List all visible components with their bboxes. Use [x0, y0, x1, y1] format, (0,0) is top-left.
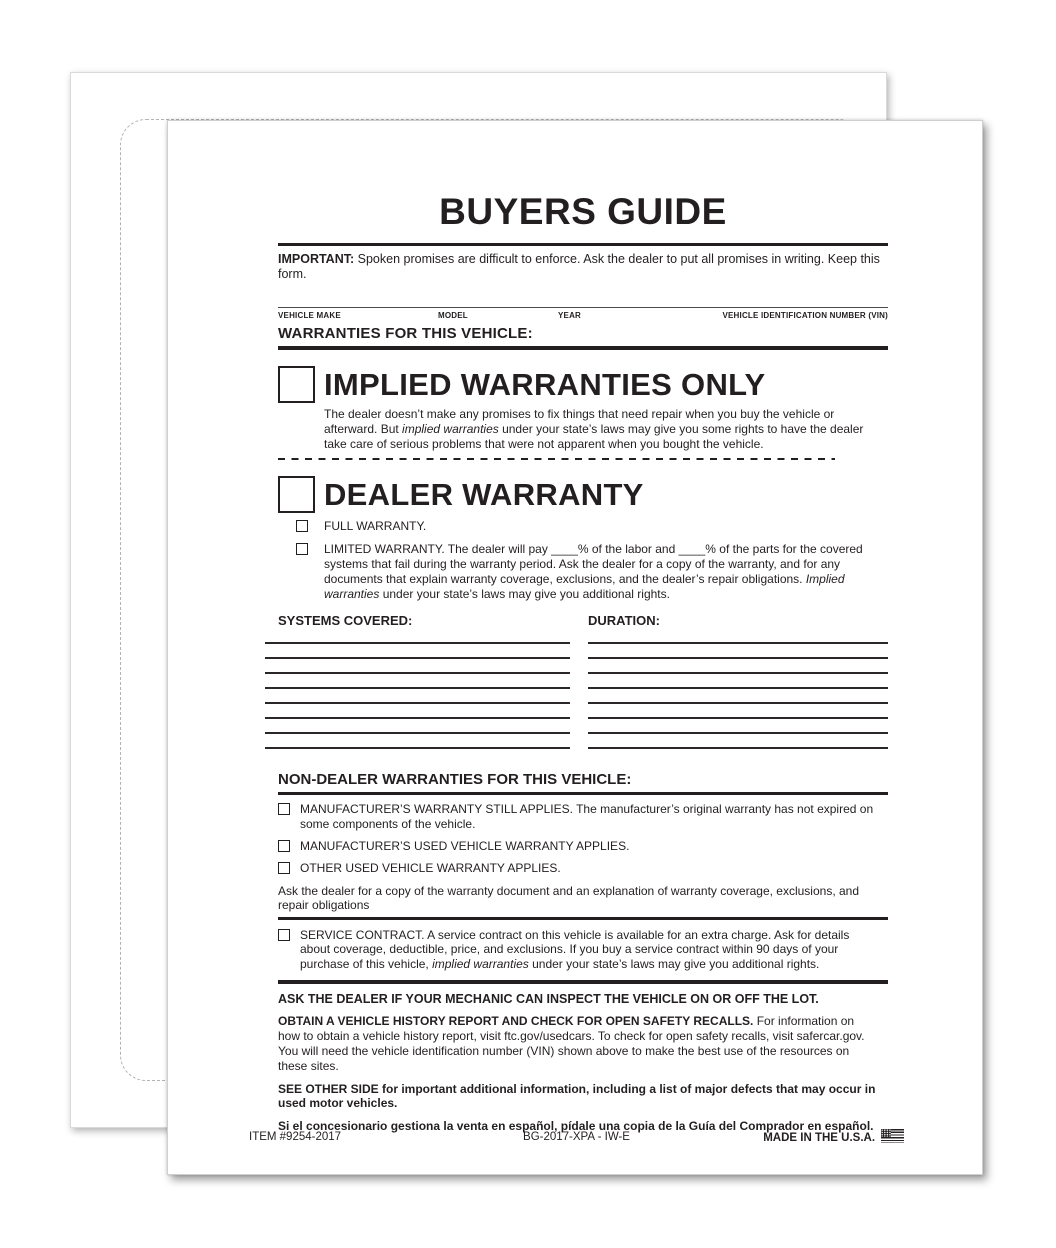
vin-label: VEHICLE IDENTIFICATION NUMBER (VIN): [722, 311, 888, 320]
manufacturer-warranty-checkbox[interactable]: [278, 803, 290, 815]
full-warranty-option: [296, 519, 888, 534]
limited-text: under your state’s laws may give you additional rights.: [379, 586, 670, 601]
full-warranty-label: FULL WARRANTY.: [324, 519, 427, 534]
service-text: SERVICE CONTRACT. A service contract on this vehicle is available for an extra charge. Ask for details about coverage, deductible, price, and exclusions. If you buy a service contract within 90 days of your purchase of this vehicle,: [300, 927, 850, 972]
blank-write-line[interactable]: [265, 702, 570, 704]
blank-write-line[interactable]: [265, 657, 570, 659]
service-text-italic: implied warranties: [432, 957, 529, 972]
implied-warranties-row: [278, 366, 888, 403]
other-used-warranty-label: OTHER USED VEHICLE WARRANTY APPLIES.: [300, 860, 561, 875]
implied-body-italic: implied warranties: [402, 421, 499, 436]
divider: [278, 980, 888, 984]
service-contract-checkbox[interactable]: [278, 929, 290, 941]
duration-lines: [588, 642, 888, 749]
manufacturer-used-warranty-label: MANUFACTURER’S USED VEHICLE WARRANTY APPLIES.: [300, 838, 630, 853]
dealer-warranty-checkbox[interactable]: [278, 476, 315, 513]
buyers-guide-form: [167, 120, 983, 1175]
blank-write-line[interactable]: [265, 672, 570, 674]
important-notice: [278, 252, 888, 282]
us-flag-icon: [881, 1129, 904, 1143]
limited-warranty-option: [296, 542, 888, 601]
blank-write-line[interactable]: [588, 717, 888, 719]
systems-covered-lines: [265, 642, 570, 749]
blank-write-line[interactable]: [588, 732, 888, 734]
manufacturer-used-warranty-checkbox[interactable]: [278, 840, 290, 852]
other-used-warranty-checkbox[interactable]: [278, 862, 290, 874]
year-label: YEAR: [558, 311, 582, 320]
systems-covered-column: [265, 613, 570, 749]
manufacturer-warranty-option: [278, 802, 888, 832]
duration-label: DURATION:: [587, 613, 660, 629]
divider: [278, 243, 888, 246]
full-warranty-checkbox[interactable]: [296, 520, 308, 532]
see-other-side-notice: SEE OTHER SIDE for important additional information, including a list of major defects that may occur in used motor vehicles.: [278, 1081, 876, 1111]
form-footer: [249, 1129, 904, 1144]
history-report-text: For information on how to obtain a vehicle history report, visit ftc.gov/usedcars. To check for open safety recalls, visit safercar.gov. You will need the vehicle identification number (VIN) shown above to make the best use of the resources on these sites.: [278, 1014, 865, 1073]
important-text: Spoken promises are difficult to enforce. Ask the dealer to put all promises in writing. Keep this form.: [278, 252, 880, 281]
divider: [278, 792, 888, 796]
limited-text-italic: Implied warranties: [324, 571, 845, 601]
important-label: IMPORTANT:: [278, 252, 355, 266]
implied-warranties-checkbox[interactable]: [278, 366, 315, 403]
made-in-usa-label: MADE IN THE U.S.A.: [763, 1132, 876, 1144]
model-label: MODEL: [438, 311, 468, 320]
ask-copy-text: Ask the dealer for a copy of the warranty document and an explanation of warranty coverage, exclusions, and repair obligations: [278, 883, 860, 913]
form-code: BG-2017-XPA - IW-E: [523, 1130, 630, 1143]
vehicle-make-label: VEHICLE MAKE: [278, 311, 341, 320]
implied-body-text: under your state’s laws may give you some rights to have the dealer take care of serious problems that were not apparent when you bought the vehicle.: [324, 421, 864, 451]
limited-warranty-text: [324, 542, 877, 601]
systems-duration-columns: [278, 613, 888, 749]
service-contract-option: [278, 928, 888, 972]
limited-warranty-checkbox[interactable]: [296, 543, 308, 555]
inspect-notice: ASK THE DEALER IF YOUR MECHANIC CAN INSPECT THE VEHICLE ON OR OFF THE LOT.: [278, 991, 819, 1006]
implied-warranties-body: [324, 407, 864, 451]
divider: [278, 346, 888, 350]
blank-write-line[interactable]: [265, 747, 570, 749]
manufacturer-used-warranty-option: [278, 839, 888, 854]
vehicle-fields-row: [278, 311, 888, 320]
made-in-usa: [630, 1129, 904, 1144]
manufacturer-warranty-label: MANUFACTURER’S WARRANTY STILL APPLIES. The manufacturer’s original warranty has not expired on some components of the vehicle.: [300, 802, 874, 832]
blank-write-line[interactable]: [588, 672, 888, 674]
history-report-notice: [278, 1014, 872, 1073]
blank-write-line[interactable]: [588, 702, 888, 704]
warranties-heading: WARRANTIES FOR THIS VEHICLE:: [278, 325, 533, 342]
blank-write-line[interactable]: [265, 687, 570, 689]
systems-covered-label: SYSTEMS COVERED:: [278, 613, 413, 629]
blank-write-line[interactable]: [588, 642, 888, 644]
service-text: under your state’s laws may give you additional rights.: [528, 957, 820, 972]
form-title: BUYERS GUIDE: [439, 191, 727, 232]
spanish-notice: Si el concesionario gestiona la venta en español, pídale una copia de la Guía del Comprador en español.: [278, 1119, 874, 1134]
duration-column: [588, 613, 888, 749]
implied-body-text: The dealer doesn’t make any promises to fix things that need repair when you buy the vehicle or afterward. But: [324, 407, 835, 436]
blank-write-line[interactable]: [588, 747, 888, 749]
blank-write-line[interactable]: [588, 687, 888, 689]
dealer-warranty-row: [278, 476, 888, 513]
item-number: ITEM #9254-2017: [249, 1130, 342, 1143]
divider: [278, 307, 888, 308]
non-dealer-heading: NON-DEALER WARRANTIES FOR THIS VEHICLE:: [278, 770, 632, 788]
service-contract-text: [300, 928, 868, 972]
dashed-section-divider: [278, 458, 835, 460]
dealer-warranty-title: DEALER WARRANTY: [324, 476, 644, 512]
blank-write-line[interactable]: [265, 717, 570, 719]
divider: [278, 917, 888, 920]
history-report-bold: OBTAIN A VEHICLE HISTORY REPORT AND CHECK FOR OPEN SAFETY RECALLS.: [278, 1014, 754, 1029]
other-used-warranty-option: [278, 861, 888, 876]
blank-write-line[interactable]: [588, 657, 888, 659]
blank-write-line[interactable]: [265, 642, 570, 644]
implied-warranties-title: IMPLIED WARRANTIES ONLY: [324, 366, 766, 402]
blank-write-line[interactable]: [265, 732, 570, 734]
limited-text: LIMITED WARRANTY. The dealer will pay ____% of the labor and ____% of the parts for the covered systems that fail during the warranty period. Ask the dealer for a copy of the warranty, and for any documents that explain warranty coverage, exclusions, and the dealer’s repair obligations.: [324, 542, 863, 586]
